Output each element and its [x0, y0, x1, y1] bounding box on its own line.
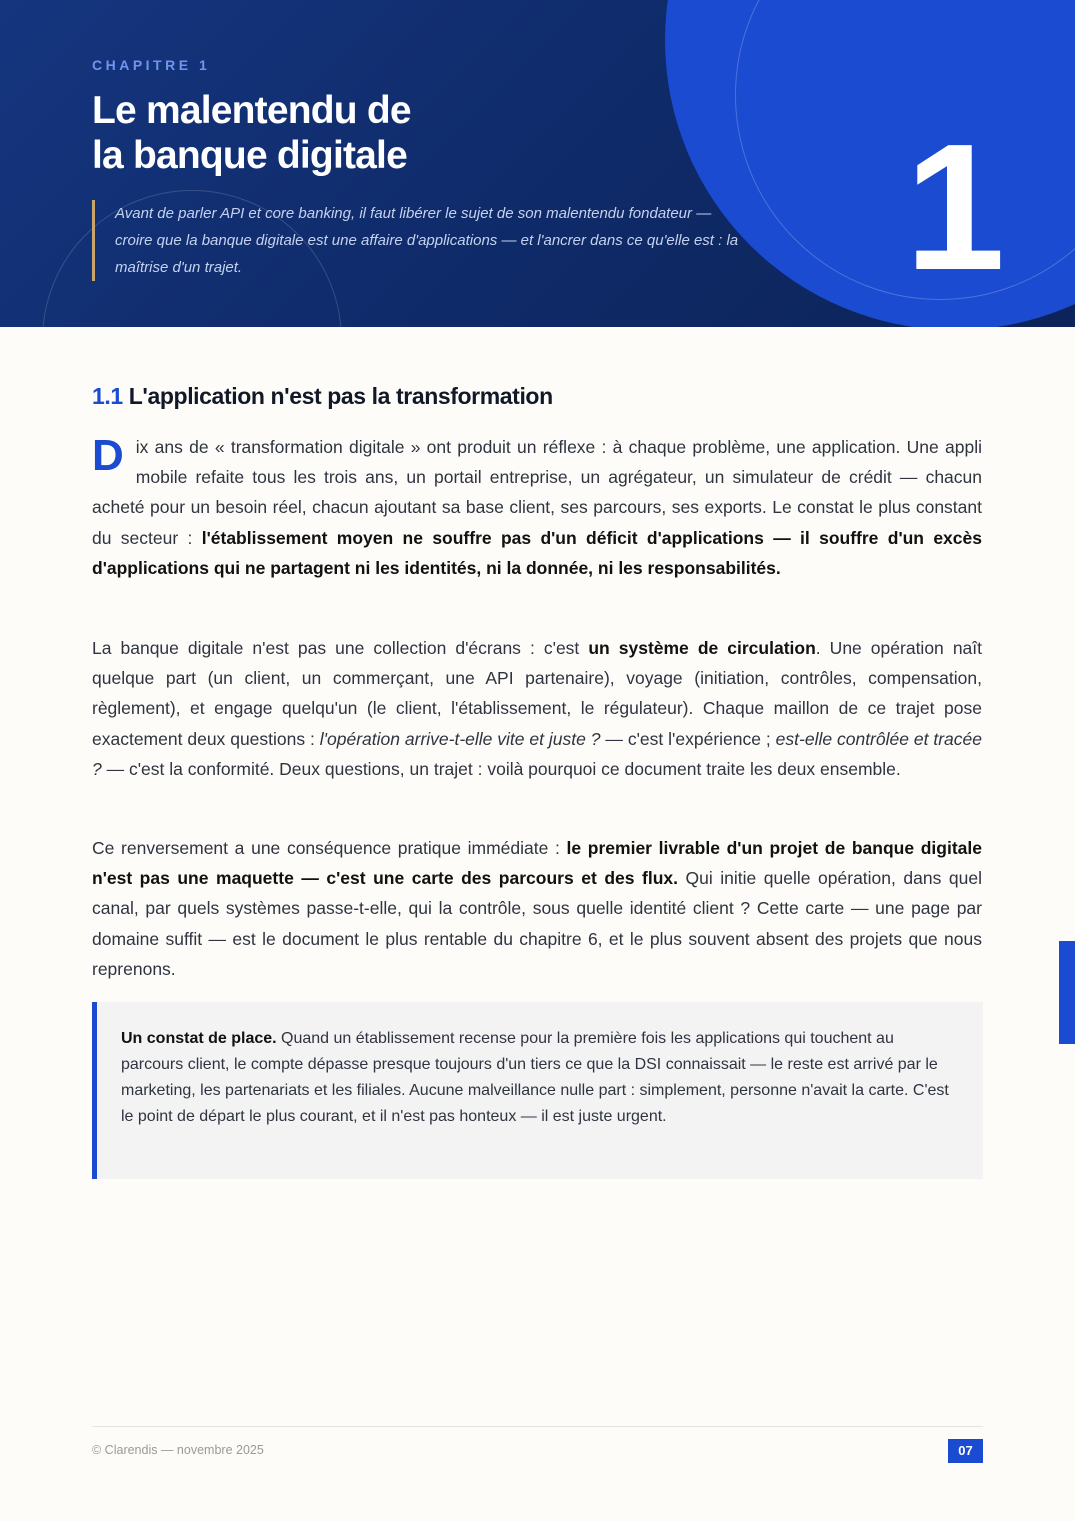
callout-text: Quand un établissement recense pour la première fois les applications qui touchent au parcours client, le compte dépasse presque toujours d'un tiers ce que la DSI connaissait — le reste est arrivé par le marketing, les partenariats et les filiales. Aucune malveillance nulle part : simplement, personne n'avait la carte. C'est le point de départ le plus courant, et il n'est pas honteux — il est juste urgent. [121, 1030, 949, 1125]
paragraph-italic: l'opération arrive-t-elle vite et juste ? [319, 728, 601, 749]
paragraph-emphasis: l'établissement moyen ne souffre pas d'un déficit d'applications — il souffre d'un excès d'applications qui ne partagent ni les identités, ni la donnée, ni les responsabilités. [92, 527, 982, 578]
chapter-number: 1 [905, 107, 1006, 308]
body-paragraph [92, 432, 982, 583]
footer-copyright: © Clarendis — novembre 2025 [92, 1443, 264, 1457]
chapter-header [0, 0, 1075, 327]
body-paragraph [92, 633, 982, 784]
chapter-title [92, 88, 652, 178]
chapter-title-line-1: Le malentendu de [92, 89, 411, 132]
paragraph-text: — c'est la conformité. Deux questions, un trajet : voilà pourquoi ce document traite les deux ensemble. [101, 758, 901, 779]
chapter-title-line-2: la banque digitale [92, 134, 407, 177]
callout-lead: Un constat de place. [121, 1030, 277, 1047]
section-number: 1.1 [92, 383, 123, 409]
paragraph-text: Ce renversement a une conséquence pratique immédiate : [92, 838, 567, 858]
paragraph-text: . Une opération naît quelque part (un client, un commerçant, une API partenaire), voyage (initiation, contrôles, compensation, règlement), et engage quelqu'un (le client, l'établissement, le régulateur). Chaque maillon de ce trajet pose exactement deux questions : [92, 638, 983, 749]
callout-box [92, 1002, 983, 1179]
chapter-side-tab [1059, 941, 1075, 1044]
section-title: L'application n'est pas la transformation [128, 383, 553, 409]
body-paragraph [92, 833, 982, 984]
paragraph-text: — c'est l'expérience ; [600, 728, 776, 749]
paragraph-text: La banque digitale n'est pas une collection d'écrans : c'est [92, 638, 589, 658]
paragraph-text: ix ans de « transformation digitale » ont produit un réflexe : à chaque problème, une application. Une appli mobile refaite tous les trois ans, un portail entreprise, un agrégateur, un simulateur de crédit — chacun acheté pour un besoin réel, chacun ajoutant sa base client, ses parcours, ses exports. Le constat le plus constant du secteur : [92, 437, 982, 548]
paragraph-text: Qui initie quelle opération, dans quel canal, par quels systèmes passe-t-elle, qui la contrôle, sous quelle identité client ? Cette carte — une page par domaine suffit — est le document le plus rentable du chapitre 6, et le plus souvent absent des projets que nous reprenons. [92, 868, 982, 979]
chapter-kicker: CHAPITRE 1 [92, 57, 211, 73]
footer-divider [92, 1426, 983, 1427]
paragraph-italic: est-elle contrôlée et tracée ? [92, 728, 983, 779]
chapter-lede: Avant de parler API et core banking, il faut libérer le sujet de son malentendu fondateur — croire que la banque digitale est une affaire d'applications — et l'ancrer dans ce qu'elle est : la maîtrise d'un trajet. [92, 200, 752, 281]
drop-cap: D [92, 431, 124, 480]
paragraph-emphasis: le premier livrable d'un projet de banque digitale n'est pas une maquette — c'est une carte des parcours et des flux. [92, 838, 982, 889]
paragraph-emphasis: un système de circulation [588, 638, 816, 658]
section-heading [92, 383, 553, 410]
page-number-badge: 07 [948, 1439, 983, 1463]
